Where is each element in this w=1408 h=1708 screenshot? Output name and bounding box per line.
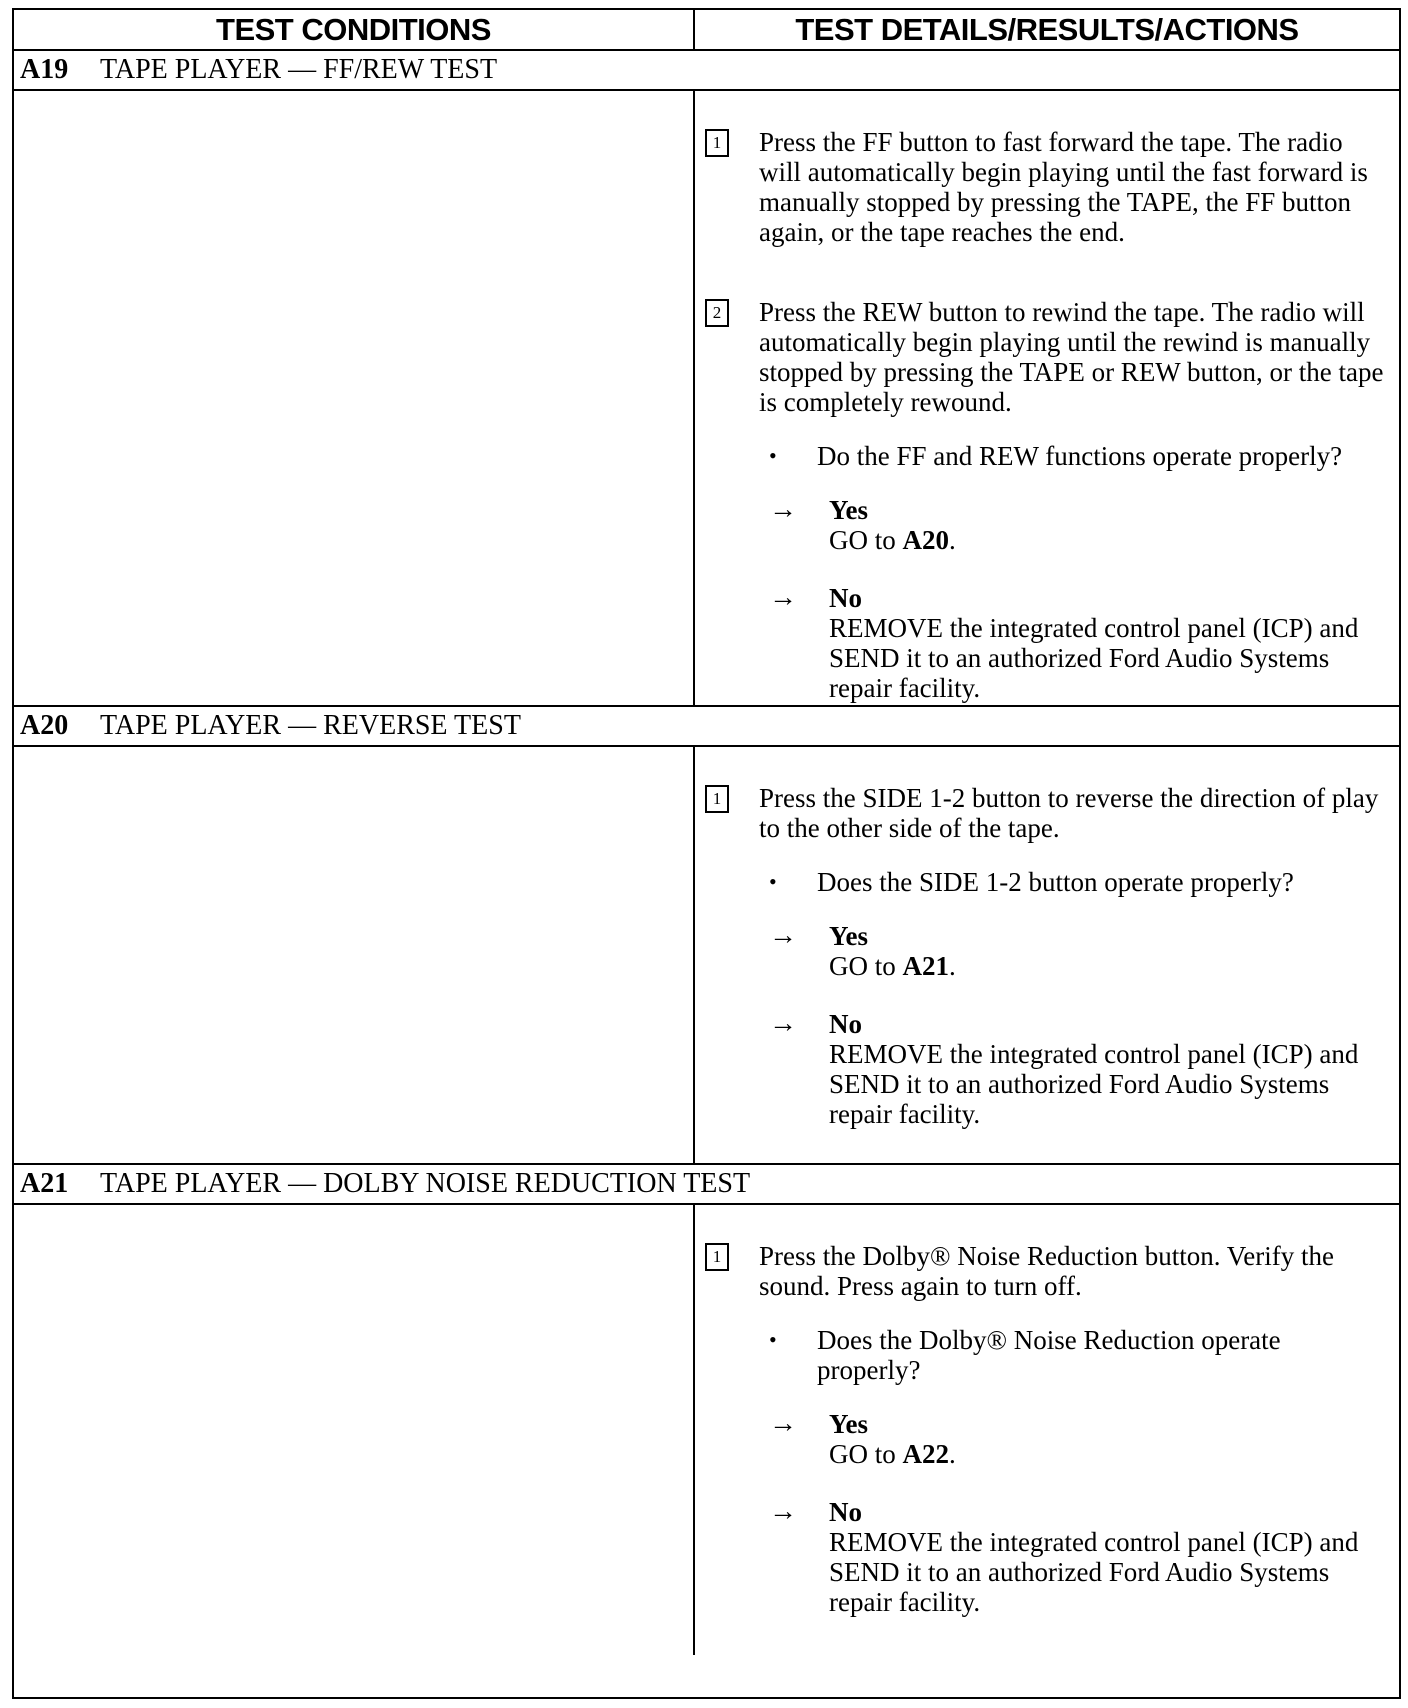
step-body-a19	[14, 91, 1399, 707]
question-text: Does the SIDE 1-2 button operate properly?	[817, 867, 1294, 897]
result-no	[769, 1497, 1387, 1617]
test-details-heading: TEST DETAILS/RESULTS/ACTIONS	[795, 11, 1299, 47]
question	[769, 1325, 1387, 1385]
instruction-1	[705, 783, 1387, 843]
step-body-a21	[14, 1205, 1399, 1655]
yes-action: GO to A20.	[829, 525, 956, 555]
no-action: REMOVE the integrated control panel (ICP) and SEND it to an authorized Ford Audio Systems repair facility.	[829, 613, 1359, 703]
step-number-box: 1	[705, 1243, 729, 1271]
bullet-icon: •	[769, 1327, 777, 1352]
instruction-text: Press the REW button to rewind the tape. The radio will automatically begin playing until the rewind is manually stopped by pressing the TAPE or REW button, or the tape is completely rewound.	[759, 297, 1384, 417]
instruction-text: Press the SIDE 1-2 button to reverse the direction of play to the other side of the tape.	[759, 783, 1379, 843]
no-label: No	[829, 1009, 862, 1039]
no-label: No	[829, 583, 862, 613]
yes-label: Yes	[829, 921, 868, 951]
instruction-1	[705, 127, 1387, 247]
bullet-icon: •	[769, 443, 777, 468]
step-number-box: 2	[705, 299, 729, 327]
result-no	[769, 583, 1387, 703]
test-details-cell	[695, 91, 1399, 705]
result-yes	[769, 1409, 1387, 1469]
yes-action: GO to A21.	[829, 951, 956, 981]
step-number-box: 1	[705, 785, 729, 813]
no-action: REMOVE the integrated control panel (ICP) and SEND it to an authorized Ford Audio Systems repair facility.	[829, 1039, 1359, 1129]
question-text: Do the FF and REW functions operate properly?	[817, 441, 1343, 471]
result-no	[769, 1009, 1387, 1129]
instruction-text: Press the FF button to fast forward the tape. The radio will automatically begin playing until the fast forward is manually stopped by pressing the TAPE, the FF button again, or the tape reaches the end.	[759, 127, 1368, 247]
step-number-box: 1	[705, 129, 729, 157]
step-title-a21	[14, 1165, 1399, 1205]
test-conditions-cell	[14, 1205, 695, 1655]
step-name: TAPE PLAYER — DOLBY NOISE REDUCTION TEST	[100, 1168, 751, 1199]
instruction-text: Press the Dolby® Noise Reduction button. Verify the sound. Press again to turn off.	[759, 1241, 1334, 1301]
question	[769, 867, 1387, 897]
arrow-right-icon: →	[769, 494, 797, 525]
step-name: TAPE PLAYER — FF/REW TEST	[100, 54, 498, 85]
step-code: A20	[20, 710, 69, 741]
step-code: A19	[20, 54, 69, 85]
result-yes	[769, 921, 1387, 981]
no-action: REMOVE the integrated control panel (ICP) and SEND it to an authorized Ford Audio Systems repair facility.	[829, 1527, 1359, 1617]
yes-action: GO to A22.	[829, 1439, 956, 1469]
instruction-1	[705, 1241, 1387, 1301]
question	[769, 441, 1387, 471]
instruction-2	[705, 297, 1387, 417]
table-header	[14, 10, 1399, 51]
yes-label: Yes	[829, 495, 868, 525]
arrow-right-icon: →	[769, 920, 797, 951]
step-body-a20	[14, 747, 1399, 1165]
bullet-icon: •	[769, 869, 777, 894]
test-conditions-cell	[14, 91, 695, 705]
test-procedure-table	[12, 8, 1401, 1699]
step-title-a19	[14, 51, 1399, 91]
test-details-cell	[695, 1205, 1399, 1655]
arrow-right-icon: →	[769, 1496, 797, 1527]
test-details-cell	[695, 747, 1399, 1163]
arrow-right-icon: →	[769, 1408, 797, 1439]
arrow-right-icon: →	[769, 582, 797, 613]
no-label: No	[829, 1497, 862, 1527]
result-yes	[769, 495, 1387, 555]
test-conditions-heading: TEST CONDITIONS	[14, 10, 695, 49]
test-conditions-cell	[14, 747, 695, 1163]
question-text: Does the Dolby® Noise Reduction operate properly?	[817, 1325, 1281, 1385]
yes-label: Yes	[829, 1409, 868, 1439]
step-name: TAPE PLAYER — REVERSE TEST	[100, 710, 521, 741]
step-title-a20	[14, 707, 1399, 747]
arrow-right-icon: →	[769, 1008, 797, 1039]
step-code: A21	[20, 1168, 69, 1199]
